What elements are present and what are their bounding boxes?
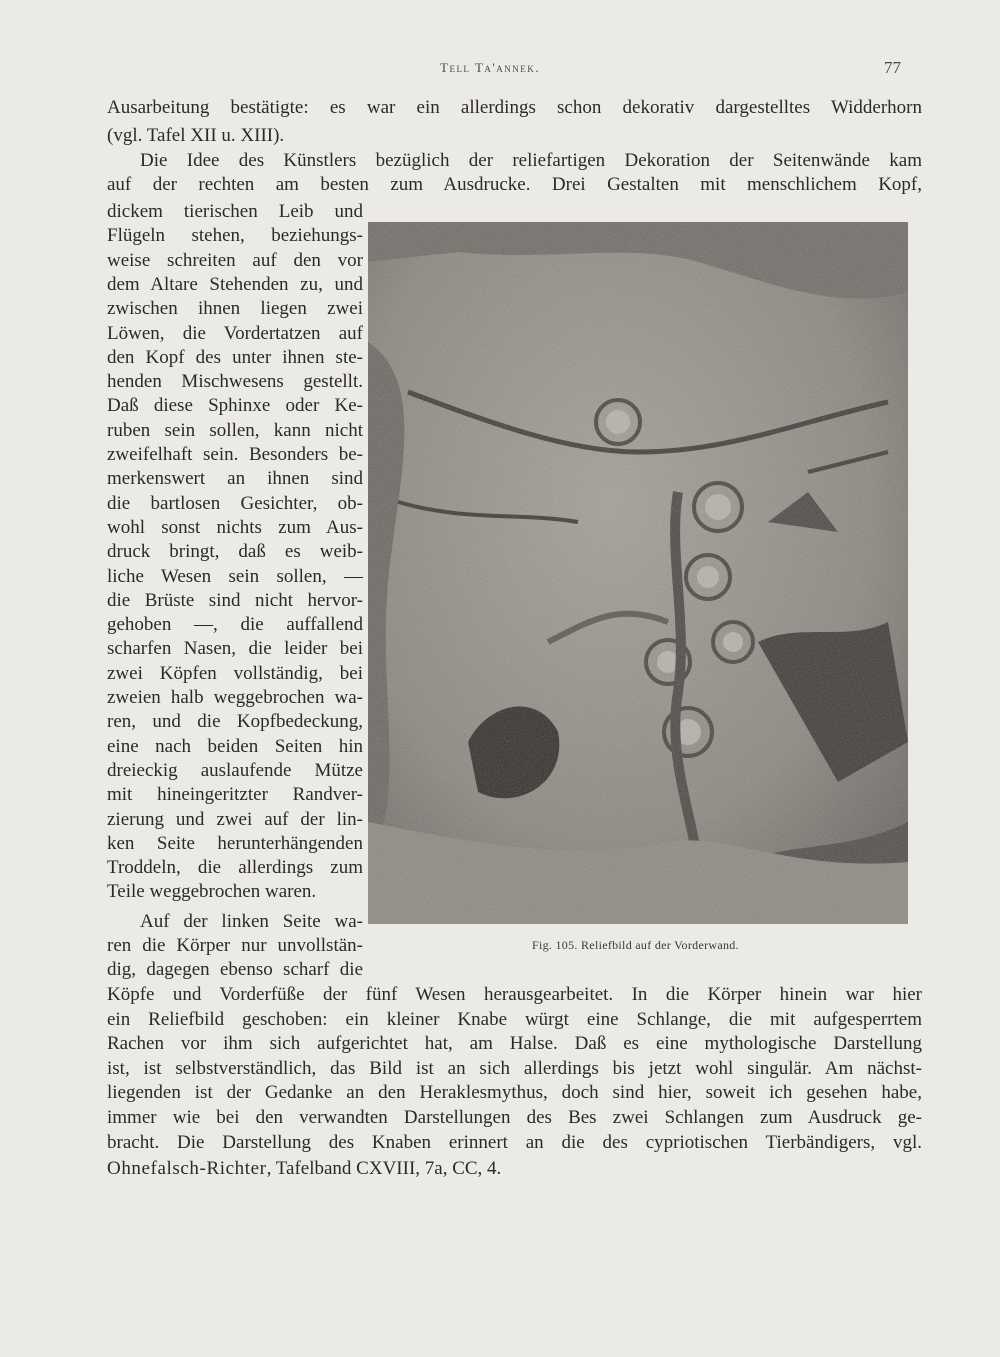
text-line: dreieckig auslaufende Mütze [107, 759, 363, 781]
text-line: weise schreiten auf den vor [107, 249, 363, 271]
text-line: gehoben —, die auffallend [107, 614, 363, 636]
text-line: auf der rechten am besten zum Ausdrucke. Drei Gestalten mit menschlichem Kopf, [107, 174, 922, 195]
text-line: bracht. Die Darstellung des Knaben erinnert an die des cypriotischen Tierbändigers, vgl. [107, 1131, 922, 1153]
text-line: zwischen ihnen liegen zwei [107, 298, 363, 320]
figure-caption: Fig. 105. Reliefbild auf der Vorderwand. [532, 938, 739, 952]
text-line: dem Altare Stehenden zu, und [107, 273, 363, 295]
text-line: ren die Körper nur unvollstän- [107, 935, 363, 956]
author-name: Ohnefalsch-Richter [107, 1158, 267, 1179]
text-line: ist, ist selbstverständlich, das Bild ist an sich allerdings bis jetzt wohl singulär. Am nächst- [107, 1057, 922, 1079]
text-line: dig, dagegen ebenso scharf die [107, 959, 363, 980]
running-head-title: Tell Ta'annek. [440, 60, 540, 75]
text-line: Flügeln stehen, beziehungs- [107, 225, 363, 247]
text-line: wohl sonst nichts zum Aus- [107, 516, 363, 538]
text-line: Auf der linken Seite wa- [140, 911, 363, 932]
text-line: zweien halb weggebrochen wa- [107, 687, 363, 708]
running-head [0, 58, 1000, 80]
text-line: Daß diese Sphinxe oder Ke- [107, 395, 363, 417]
text-line: immer wie bei den verwandten Darstellungen des Bes zwei Schlangen zum Ausdruck ge- [107, 1107, 922, 1128]
text-line: Löwen, die Vordertatzen auf [107, 322, 363, 344]
text-line: scharfen Nasen, die leider bei [107, 638, 363, 660]
text-line: mit hineingeritzter Randver- [107, 784, 363, 806]
text-line: (vgl. Tafel XII u. XIII). [107, 125, 285, 146]
relief-photograph [368, 222, 908, 924]
text-line: ren, und die Kopfbedeckung, [107, 711, 363, 733]
text-line: Köpfe und Vorderfüße der fünf Wesen herausgearbeitet. In die Körper hinein war hier [107, 984, 922, 1005]
text-line: ruben sein sollen, kann nicht [107, 419, 363, 441]
text-line: Teile weggebrochen waren. [107, 881, 317, 903]
text-line: Die Idee des Künstlers bezüglich der reliefartigen Dekoration der Seitenwände kam [140, 150, 922, 171]
text-line: Troddeln, die allerdings zum [107, 857, 363, 879]
text-line: zierung und zwei auf der lin- [107, 808, 363, 830]
text-line: merkenswert an ihnen sind [107, 468, 363, 490]
text-line [107, 1157, 922, 1181]
relief-image [368, 222, 908, 924]
text-line: die bartlosen Gesichter, ob- [107, 492, 363, 514]
text-line: eine nach beiden Seiten hin [107, 735, 363, 757]
text-line: die Brüste sind nicht hervor- [107, 589, 363, 611]
text-line: liche Wesen sein sollen, — [107, 565, 363, 587]
text-line: Rachen vor ihm sich aufgerichtet hat, am Halse. Daß es eine mythologische Darstellung [107, 1033, 922, 1055]
reference-text: , Tafelband CXVIII, 7a, CC, 4. [266, 1158, 502, 1179]
text-line: henden Mischwesens gestellt. [107, 371, 363, 393]
text-line: zwei Köpfen vollständig, bei [107, 662, 363, 684]
text-line: dickem tierischen Leib und [107, 201, 363, 222]
text-line: liegenden ist der Gedanke an den Heraklesmythus, doch sind hier, soweit ich gesehen habe, [107, 1082, 922, 1104]
text-line: druck bringt, daß es weib- [107, 541, 363, 563]
text-line: Ausarbeitung bestätigte: es war ein allerdings schon dekorativ dargestelltes Widderhorn [107, 97, 922, 118]
text-line: ken Seite herunterhängenden [107, 832, 363, 854]
text-line: ein Reliefbild geschoben: ein kleiner Knabe würgt eine Schlange, die mit aufgesperrtem [107, 1008, 922, 1030]
text-line: den Kopf des unter ihnen ste- [107, 346, 363, 368]
text-line: zweifelhaft sein. Besonders be- [107, 444, 363, 465]
page-number: 77 [884, 58, 901, 77]
